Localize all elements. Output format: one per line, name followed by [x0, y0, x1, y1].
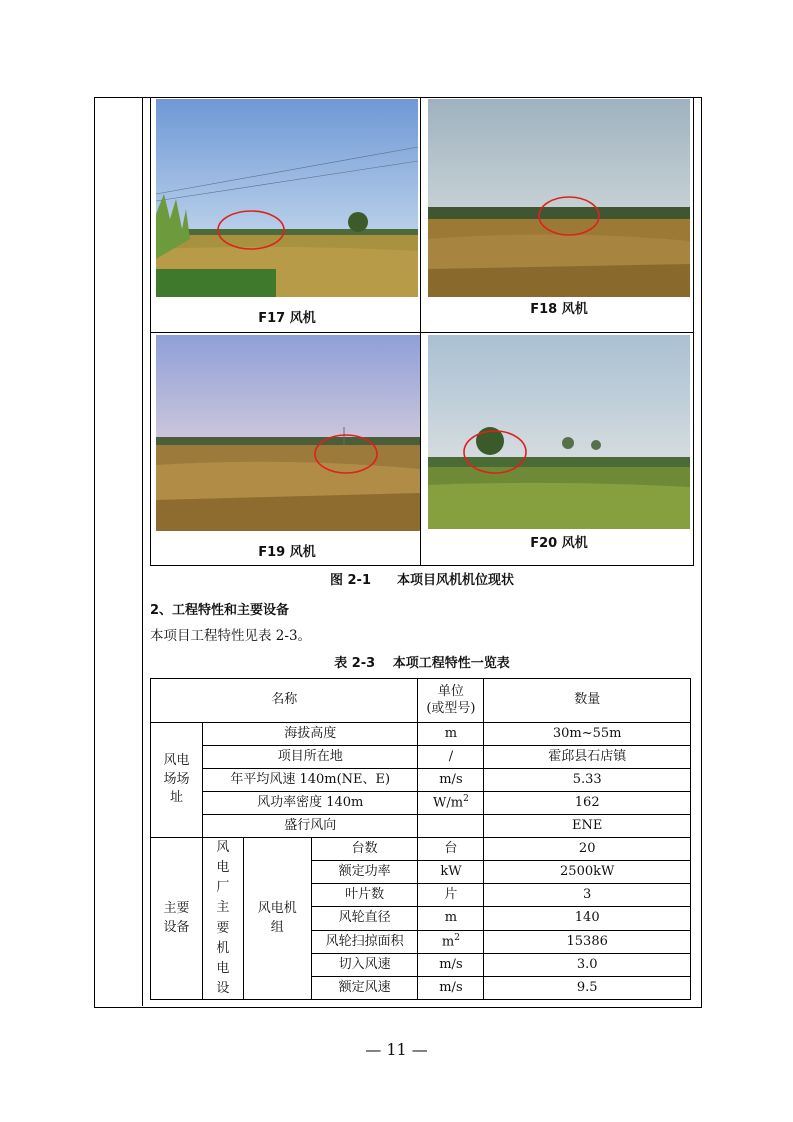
row-name: 盛行风向: [202, 815, 418, 838]
photo-caption-f19: F19 风机: [258, 545, 316, 560]
row-value: 5.33: [484, 769, 691, 792]
row-value: ENE: [484, 815, 691, 838]
photo-f19: [156, 335, 420, 531]
row-unit-base: W/m: [433, 795, 464, 811]
row-value: 162: [484, 792, 691, 815]
figure-title: 图 2-1 本项目风机机位现状: [329, 573, 514, 588]
row-value: 15386: [484, 930, 691, 953]
photo-caption-f20: F20 风机: [530, 536, 588, 551]
group-label-site: [151, 723, 203, 838]
table-row: [151, 792, 691, 815]
subgroup-turbines-text: 风电机组: [257, 900, 297, 935]
row-unit: [418, 792, 484, 815]
row-name: 风功率密度 140m: [202, 792, 418, 815]
row-name: 切入风速: [311, 953, 418, 976]
section-heading: 2、工程特性和主要设备: [150, 603, 290, 618]
group-label-equipment-text: 主要设备: [163, 900, 190, 935]
photo-f18: [428, 99, 690, 297]
row-name: 叶片数: [311, 884, 418, 907]
row-unit: 片: [418, 884, 484, 907]
row-unit: m: [418, 907, 484, 930]
frame-divider: [142, 97, 143, 1006]
spec-table: [150, 678, 691, 1000]
row-unit: m/s: [418, 976, 484, 999]
table-title: 表 2-3 本项工程特性一览表: [334, 656, 510, 671]
row-name: 海拔高度: [202, 723, 418, 746]
row-unit: m: [418, 723, 484, 746]
row-unit: [418, 930, 484, 953]
table-row: [151, 769, 691, 792]
row-unit: 台: [418, 838, 484, 861]
row-value: 30m~55m: [484, 723, 691, 746]
grid-divider-horizontal: [150, 332, 694, 333]
page-number: — 11 —: [365, 1040, 428, 1059]
row-name: 年平均风速 140m(NE、E): [202, 769, 418, 792]
header-unit-line2: (或型号): [426, 700, 476, 716]
table-header-row: [151, 679, 691, 723]
table-row: [151, 815, 691, 838]
body-text: 本项目工程特性见表 2-3。: [150, 628, 312, 644]
row-name: 风轮扫掠面积: [311, 930, 418, 953]
row-value: 2500kW: [484, 861, 691, 884]
row-name: 台数: [311, 838, 418, 861]
row-value: 3.0: [484, 953, 691, 976]
row-unit: /: [418, 746, 484, 769]
row-unit-base: m: [441, 934, 455, 950]
header-quantity: 数量: [484, 679, 691, 723]
row-value: 3: [484, 884, 691, 907]
row-value: 霍邱县石店镇: [484, 746, 691, 769]
row-name: 项目所在地: [202, 746, 418, 769]
row-unit-sup: 2: [454, 932, 460, 943]
sublabel-equipment: [202, 838, 243, 1000]
group-label-equipment: [151, 838, 203, 1000]
subgroup-turbines: [243, 838, 311, 1000]
row-unit: m/s: [418, 953, 484, 976]
header-name: 名称: [151, 679, 418, 723]
row-name: 额定风速: [311, 976, 418, 999]
row-name: 额定功率: [311, 861, 418, 884]
group-label-site-text: 风电场场址: [163, 752, 190, 806]
table-row: [151, 746, 691, 769]
header-unit-line1: 单位: [437, 684, 464, 700]
table-row: [151, 838, 691, 861]
header-unit: [418, 679, 484, 723]
row-unit: m/s: [418, 769, 484, 792]
row-value: 9.5: [484, 976, 691, 999]
photo-caption-f18: F18 风机: [530, 302, 588, 317]
row-name: 风轮直径: [311, 907, 418, 930]
photo-f17: [156, 99, 418, 297]
photo-caption-f17: F17 风机: [258, 311, 316, 326]
sublabel-equipment-text: 风电厂主要机电设: [216, 840, 230, 996]
row-unit: kW: [418, 861, 484, 884]
row-value: 20: [484, 838, 691, 861]
row-unit: [418, 815, 484, 838]
row-unit-sup: 2: [463, 794, 469, 805]
table-row: [151, 723, 691, 746]
row-value: 140: [484, 907, 691, 930]
photo-f20: [428, 335, 690, 529]
